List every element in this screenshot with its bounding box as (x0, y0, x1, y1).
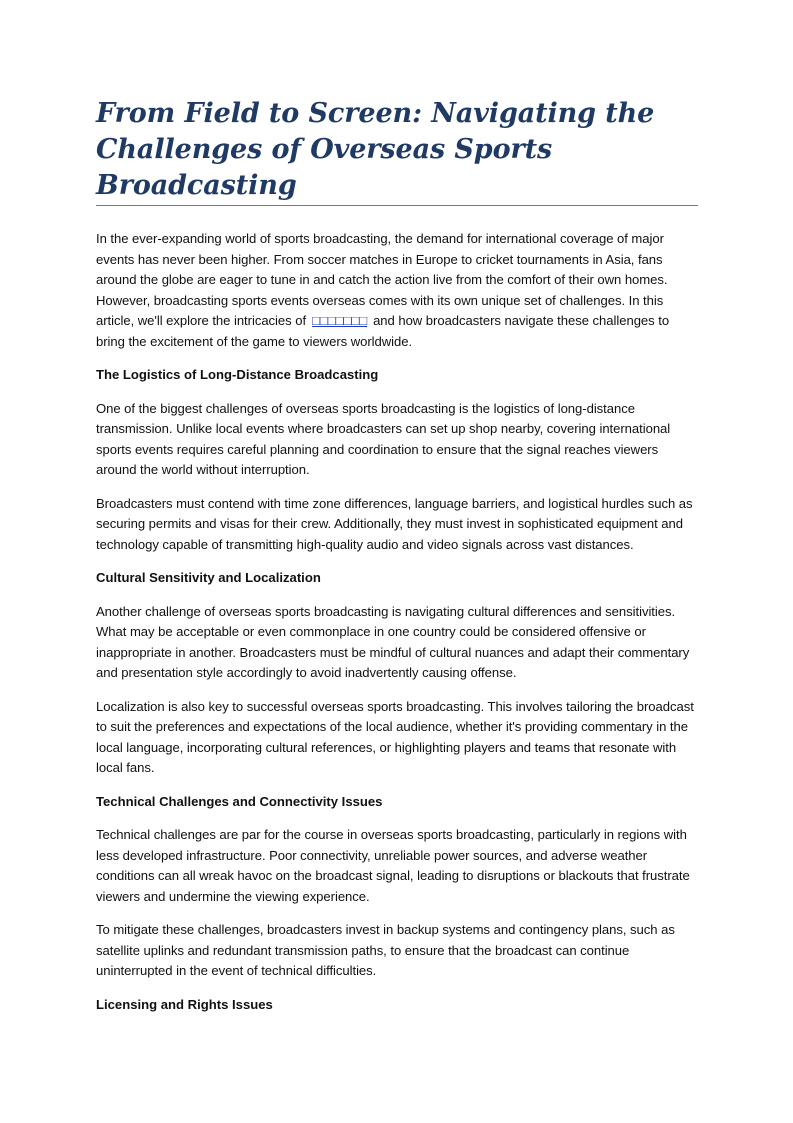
paragraph: Another challenge of overseas sports broadcasting is navigating cultural differences and sensitivities. What may be acceptable or even commonplace in one country could be considered offensive or inappropriate in another. Broadcasters must be mindful of cultural nuances and adapt their commentary and presentation style accordingly to avoid inadvertently causing offense. (96, 603, 690, 680)
inline-link[interactable]: □□□□□□□ (312, 313, 368, 328)
paragraph: To mitigate these challenges, broadcasters invest in backup systems and contingency plans, such as satellite uplinks and redundant transmission paths, to ensure that the broadcast can continue uninterrupted in the event of technical difficulties. (96, 922, 675, 978)
article-title: From Field to Screen: Navigating the Challenges of Overseas Sports Broadcasting (96, 96, 698, 206)
document-page (96, 96, 698, 1028)
paragraph: One of the biggest challenges of overseas sports broadcasting is the logistics of long-distance transmission. Unlike local events where broadcasters can set up shop nearby, covering international sports events requires careful planning and coordination to ensure that the signal reaches viewers around the world without interruption. (96, 400, 671, 477)
paragraph: Broadcasters must contend with time zone differences, language barriers, and logistical hurdles such as securing permits and visas for their crew. Additionally, they must invest in sophisticated equipment and technology capable of transmitting high-quality audio and video signals across vast distances. (96, 495, 693, 552)
intro-text-before-link: In the ever-expanding world of sports broadcasting, the demand for international coverage of major events has never been higher. From soccer matches in Europe to cricket tournaments in Asia, fans around the globe are eager to tune in and catch the action live from the comfort of their own homes. However, broadcasting sports events overseas comes with its own unique set of challenges. In this article, we'll explore the intricacies of (96, 231, 668, 328)
paragraph: Technical challenges are par for the course in overseas sports broadcasting, particularly in regions with less developed infrastructure. Poor connectivity, unreliable power sources, and adverse weather conditions can all wreak havoc on the broadcast signal, leading to disruptions or blackouts that frustrate viewers and undermine the viewing experience. (96, 827, 690, 904)
section-heading-technical: Technical Challenges and Connectivity Issues (96, 793, 383, 809)
paragraph: Localization is also key to successful overseas sports broadcasting. This involves tailoring the broadcast to suit the preferences and expectations of the local audience, whether it's providing commentary in the local language, incorporating cultural references, or highlighting players and teams that resonate with local fans. (96, 698, 694, 775)
section-heading-licensing: Licensing and Rights Issues (96, 996, 273, 1012)
article-body (96, 229, 698, 1015)
section-heading-cultural: Cultural Sensitivity and Localization (96, 570, 321, 585)
intro-text-after-link: and how broadcasters navigate these challenges to bring the excitement of the game to viewers worldwide. (96, 313, 670, 349)
section-heading-logistics: The Logistics of Long-Distance Broadcasting (96, 367, 379, 382)
intro-paragraph (96, 229, 698, 352)
